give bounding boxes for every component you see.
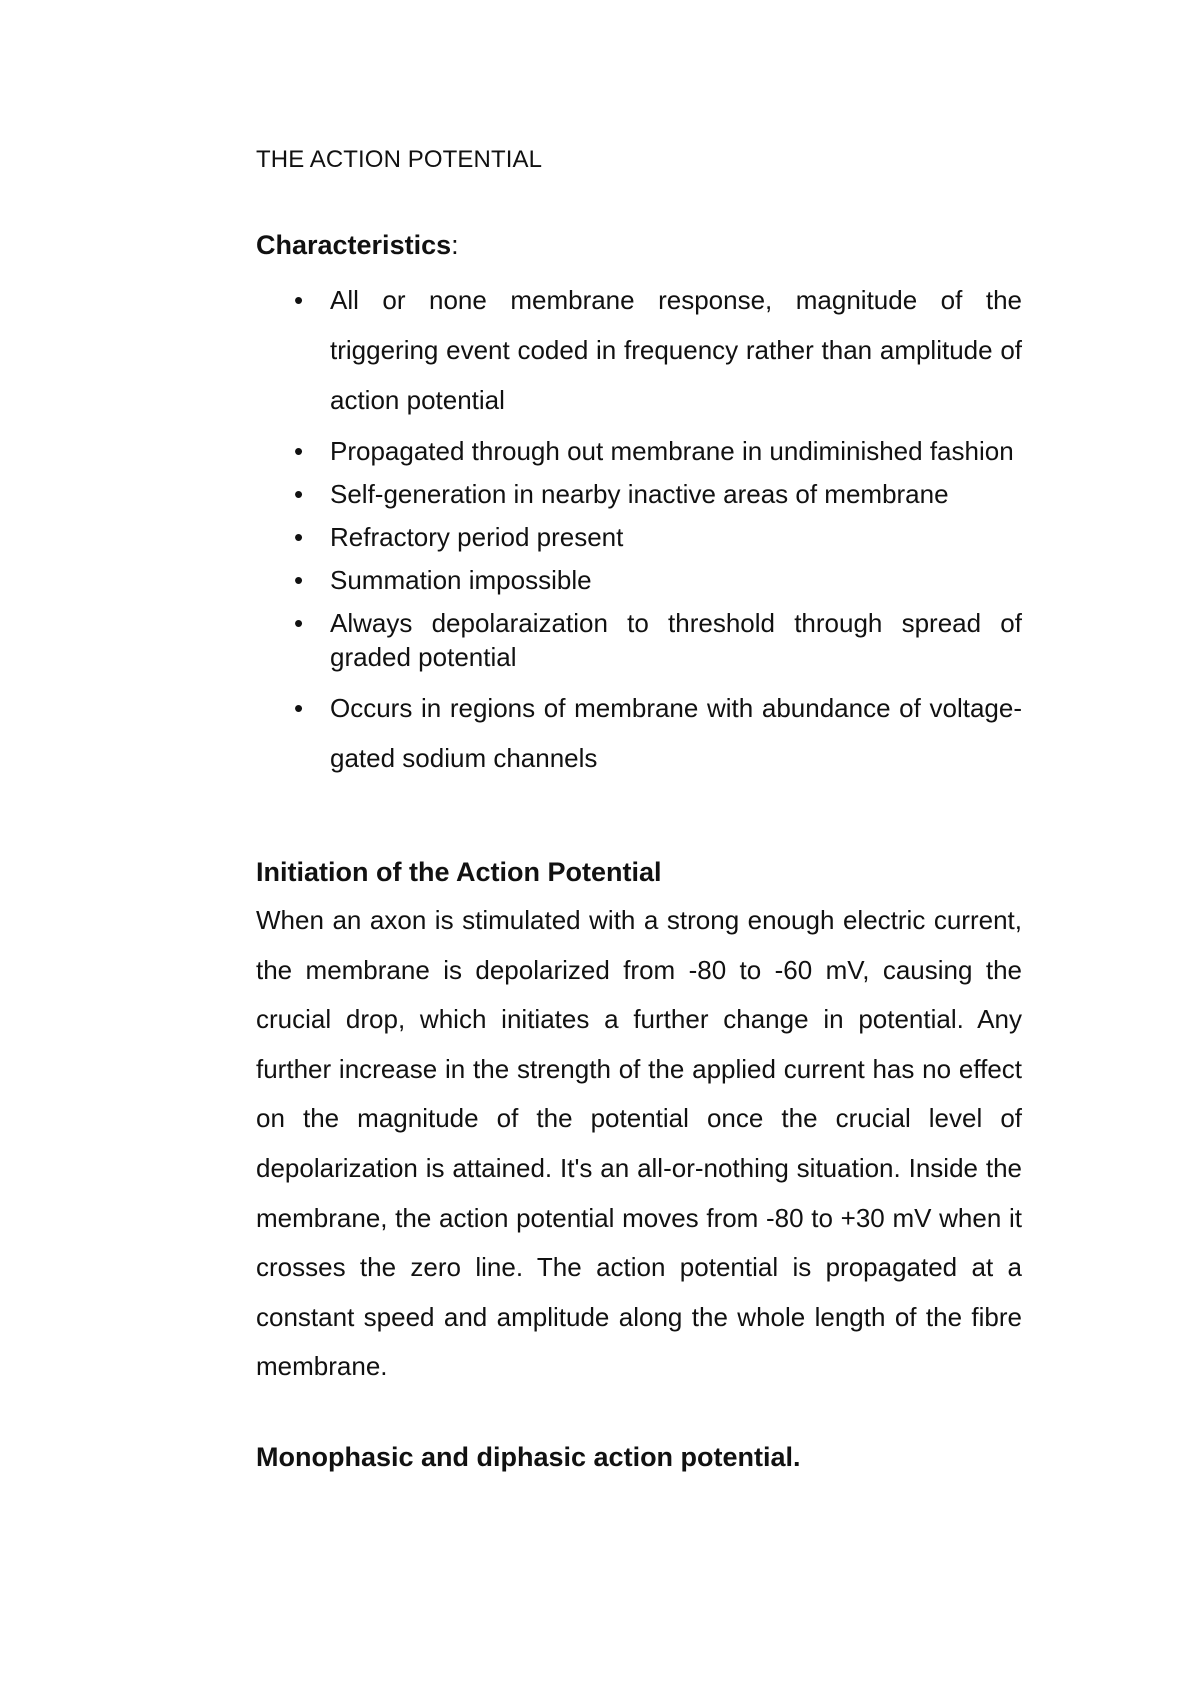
bullet-icon: • [294, 522, 304, 552]
characteristics-heading-text: Characteristics [256, 230, 452, 260]
document-title: THE ACTION POTENTIAL [256, 146, 543, 173]
list-item [256, 477, 1022, 511]
list-item-text: All or none membrane response, magnitude of the triggering event coded in frequency rather than amplitude of action potential [330, 285, 1022, 415]
bullet-icon: • [294, 608, 304, 638]
list-item [256, 520, 1022, 554]
list-item [256, 434, 1022, 468]
bullet-icon: • [294, 565, 304, 595]
list-item-text: Self-generation in nearby inactive areas of membrane [330, 479, 949, 509]
list-item [256, 563, 1022, 597]
characteristics-heading [256, 230, 459, 261]
list-item-text: Summation impossible [330, 565, 592, 595]
list-item-text: Always depolaraization to threshold through spread of graded potential [330, 608, 1022, 672]
initiation-paragraph: When an axon is stimulated with a strong enough electric current, the membrane is depolarized from -80 to -60 mV, causing the crucial drop, which initiates a further change in potential. Any further increase in the strength of the applied current has no effect on the magnitude of the potential once the crucial level of depolarization is attained. It's an all-or-nothing situation. Inside the membrane, the action potential moves from -80 to +30 mV when it crosses the zero line. The action potential is propagated at a constant speed and amplitude along the whole length of the fibre membrane. [256, 905, 1022, 1382]
bullet-icon: • [294, 436, 304, 466]
list-item-text: Refractory period present [330, 522, 624, 552]
initiation-heading: Initiation of the Action Potential [256, 857, 662, 887]
bullet-icon: • [294, 285, 304, 315]
list-item-text: Occurs in regions of membrane with abundance of voltage-gated sodium channels [330, 693, 1022, 773]
list-item-text: Propagated through out membrane in undiminished fashion [330, 436, 1014, 466]
list-item [256, 606, 1022, 674]
bullet-icon: • [294, 479, 304, 509]
monophasic-heading: Monophasic and diphasic action potential. [256, 1442, 801, 1472]
bullet-icon: • [294, 693, 304, 723]
characteristics-list [256, 275, 1022, 783]
list-item [256, 275, 1022, 425]
list-item [256, 683, 1022, 783]
heading-colon: : [451, 230, 459, 260]
